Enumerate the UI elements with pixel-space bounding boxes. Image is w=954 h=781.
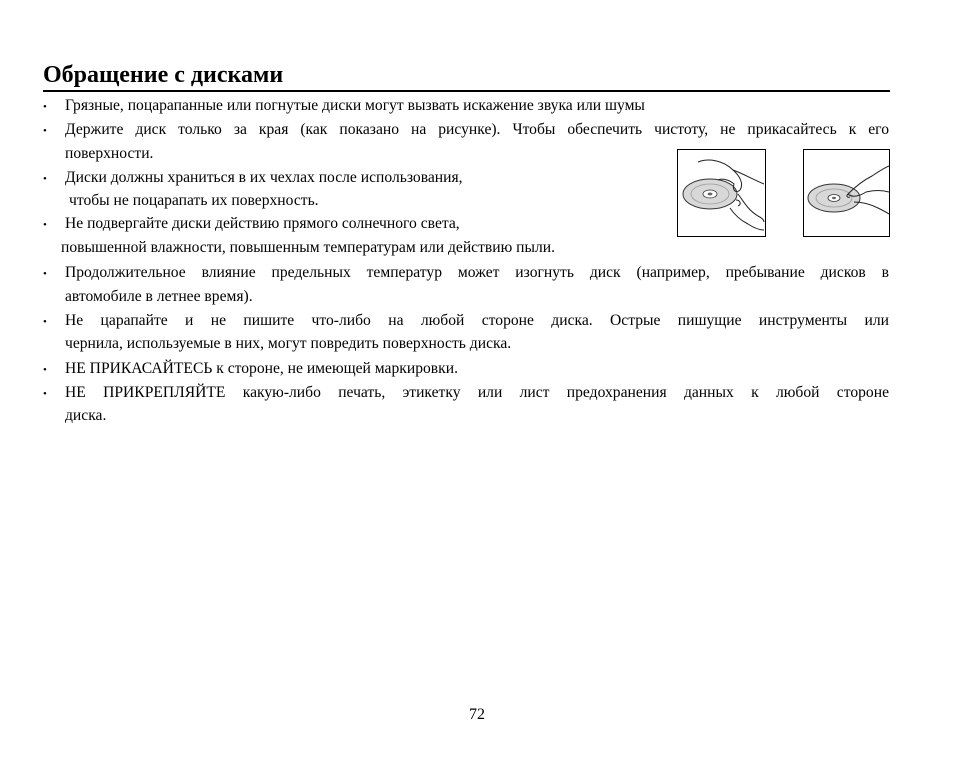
bullet-2: • <box>43 125 47 137</box>
list-item-text: Продолжительное влияние предельных температур может изогнуть диск (например, пребывание дисков в <box>65 264 889 281</box>
list-item-text: Держите диск только за края (как показано на рисунке). Чтобы обеспечить чистоту, не прикасайтесь к его <box>65 121 889 138</box>
list-item-text: НЕ ПРИКАСАЙТЕСЬ к стороне, не имеющей маркировки. <box>65 360 458 377</box>
bullet-7: • <box>43 364 47 376</box>
list-item-text: диска. <box>65 407 107 424</box>
list-item-text: Не подвергайте диски действию прямого солнечного света, <box>65 215 460 232</box>
list-item-text: Диски должны храниться в их чехлах после использования, <box>65 169 463 186</box>
bullet-8: • <box>43 388 47 400</box>
bullet-3: • <box>43 173 47 185</box>
list-item-text: чернила, используемые в них, могут повредить поверхность диска. <box>65 335 512 352</box>
page-title: Обращение с дисками <box>43 62 284 88</box>
hand-holding-disc-icon <box>677 149 766 237</box>
list-item-text: повышенной влажности, повышенным температурам или действию пыли. <box>61 239 556 256</box>
list-item-text: НЕ ПРИКРЕПЛЯЙТЕ какую-либо печать, этикетку или лист предохранения данных к любой стороне <box>65 384 889 401</box>
list-item-text: Не царапайте и не пишите что-либо на любой стороне диска. Острые пишущие инструменты или <box>65 312 889 329</box>
title-rule <box>43 90 890 92</box>
list-item-text: поверхности. <box>65 145 154 162</box>
list-item-text: автомобиле в летнее время). <box>65 288 253 305</box>
finger-on-disc-icon <box>803 149 890 237</box>
page-number: 72 <box>469 706 485 723</box>
bullet-1: • <box>43 101 47 113</box>
list-item-text: Грязные, поцарапанные или погнутые диски могут вызвать искажение звука или шумы <box>65 97 645 114</box>
list-item-text: чтобы не поцарапать их поверхность. <box>69 192 319 209</box>
bullet-4: • <box>43 219 47 231</box>
bullet-5: • <box>43 268 47 280</box>
bullet-6: • <box>43 316 47 328</box>
